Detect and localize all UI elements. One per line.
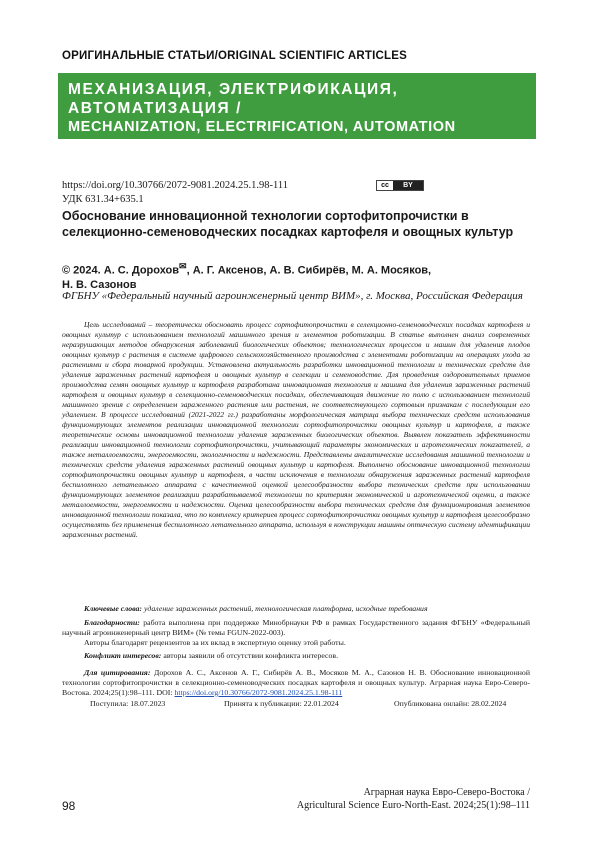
cite-label: Для цитирования:: [84, 668, 151, 677]
banner-title-en: MECHANIZATION, ELECTRIFICATION, AUTOMATION: [68, 119, 456, 135]
banner-title-ru-2: АВТОМАТИЗАЦИЯ /: [68, 100, 242, 117]
article-title: Обоснование инновационной технологии сортофитопрочистки в селекционно-семеноводческих посадках картофеля и овощных культур: [62, 209, 514, 239]
conflict-label: Конфликт интересов:: [84, 651, 162, 660]
abstract-text: Цель исследований – теоретически обосновать процесс сортофитопрочистки в селекционно-семеноводческих посадках картофеля и овощных культур с использованием технологий машинного зрения и элементов роботизации. В статье выполнен анализ современных неразрушающих методов обнаружения заболеваний биологических объектов; технологических процессов и машин для удаления плодов овощных культур с растения в системе цифрового сельскохозяйственного производства с элементами роботизации на операциях ухода за растениями и сбора товарной продукции. Установлена актуальность разработки инновационной технологии и технических средств для удаления зараженных растений картофеля и овощных культур в селекции и семеноводстве. Для проведения оздоровительных приемов производства семян овощных культур и картофеля разработана инновационная технология и машина для удаления зараженных растений картофеля и овощных культур в селекционно-семеноводческих посадках, обеспечивающая движение по полю с использованием технологий машинного зрения с определением зараженного растения или растения, не соответствующего сортовым признакам с последующим его удалением. В процессе исследований (2021-2022 гг.) разработаны морфологическая матрица выбора технических средств использования функционирующих элементов реализации инновационной технологии сортофитопрочистки овощных культур и картофеля, а также теоретические основы инновационной технологии удаления зараженных биологических объектов. Выявлен показатель эффективности реализации инновационной технологии сортофитопрочистки, учитывающий параметры экономических и агротехнических показателей, а также металлоемкости, энергоемкости, экологичности и надежности. Представлены аналитические исследования машинной технологии и технических средств удаления зараженных растений овощных культур и картофеля. Выполнено обоснование инновационной технологии сортофитопрочистки овощных культур и картофеля, в части исключения в технологии обнаружения зараженных растений картофеля беспилотного летательного аппарата с качественной оценкой целесообразности выбора технических средств при использовании функционирующих элементов реализации разрабатываемой технологии по критериям экономической и агротехнической оценки, а также металлоемкости, энергоемкости и надежности. Оценка целесообразности выбора технических средств для функционирования элементов инновационной технологии показала, что по комплексу критериев процесс сортофитопрочистки овощных культур и картофеля целесообразно осуществлять без применения беспилотного летательного аппарата, используя в конструкции машины оптическую систему идентификации зараженных растений.: [62, 320, 530, 539]
citation: [62, 668, 530, 698]
abstract: [62, 320, 530, 540]
section-banner: [58, 73, 536, 139]
conflict-of-interest: [62, 651, 530, 661]
section-label: ОРИГИНАЛЬНЫЕ СТАТЬИ/ORIGINAL SCIENTIFIC ARTICLES: [62, 50, 407, 62]
keywords-text: удаление зараженных растений, технологическая платформа, исходные требования: [143, 604, 428, 613]
thanks-text: Авторы благодарят рецензентов за их вклад в экспертную оценку этой работы.: [84, 638, 346, 647]
page-number: 98: [62, 799, 76, 813]
journal-name-en: Agricultural Science Euro-North-East. 2024;25(1):98–111: [296, 800, 530, 811]
reviewer-thanks: [62, 638, 530, 648]
cite-doi-link[interactable]: https://doi.org/10.30766/2072-9081.2024.25.1.98-111: [174, 688, 343, 697]
udk-code: УДК 631.34+635.1: [62, 193, 144, 205]
published-date: Опубликована онлайн: 28.02.2024: [394, 699, 507, 708]
authors: [62, 259, 532, 292]
keywords: [62, 604, 530, 614]
accepted-date: Принята к публикации: 22.01.2024: [224, 699, 339, 708]
authors-line-2: Н. В. Сазонов: [62, 278, 137, 291]
ack-text: работа выполнена при поддержке Минобрнауки РФ в рамках Государственного задания ФГБНУ «Федеральный научный агроинженерный центр ВИМ» (№ темы FGUN-2022-003).: [62, 618, 531, 637]
journal-footer: [297, 786, 530, 812]
banner-title-ru-1: МЕХАНИЗАЦИЯ, ЭЛЕКТРИФИКАЦИЯ,: [68, 81, 399, 98]
received-date: Поступила: 18.07.2023: [90, 699, 166, 708]
ack-label: Благодарности:: [84, 618, 140, 627]
affiliation: ФГБНУ «Федеральный научный агроинженерный центр ВИМ», г. Москва, Российская Федерация: [62, 290, 523, 302]
authors-part-2: , А. Г. Аксенов, А. В. Сибирёв, М. А. Мосяков,: [186, 264, 432, 277]
journal-name-ru: Аграрная наука Евро-Северо-Востока /: [363, 787, 530, 798]
conflict-text: авторы заявили об отсутствии конфликта интересов.: [163, 651, 339, 660]
doi-link[interactable]: https://doi.org/10.30766/2072-9081.2024.25.1.98-111: [62, 180, 288, 191]
envelope-icon[interactable]: ✉: [179, 261, 187, 271]
keywords-label: Ключевые слова:: [84, 604, 143, 613]
cite-text: Дорохов А. С., Аксенов А. Г., Сибирёв А. В., Мосяков М. А., Сазонов Н. В. Обоснование инновационной технологии сортофитопрочистки в селекционно-семеноводческих посадках картофеля и овощных культур. Аграрная наука Евро-Северо-Востока. 2024;25(1):98–111. DOI:: [62, 668, 530, 697]
cc-by-license-icon[interactable]: [376, 180, 424, 191]
cc-label: cc: [377, 181, 393, 190]
acknowledgements: [62, 618, 530, 638]
authors-part-1: © 2024. А. С. Дорохов: [62, 264, 180, 277]
by-label: BY: [393, 181, 423, 190]
article-meta: [62, 179, 288, 206]
